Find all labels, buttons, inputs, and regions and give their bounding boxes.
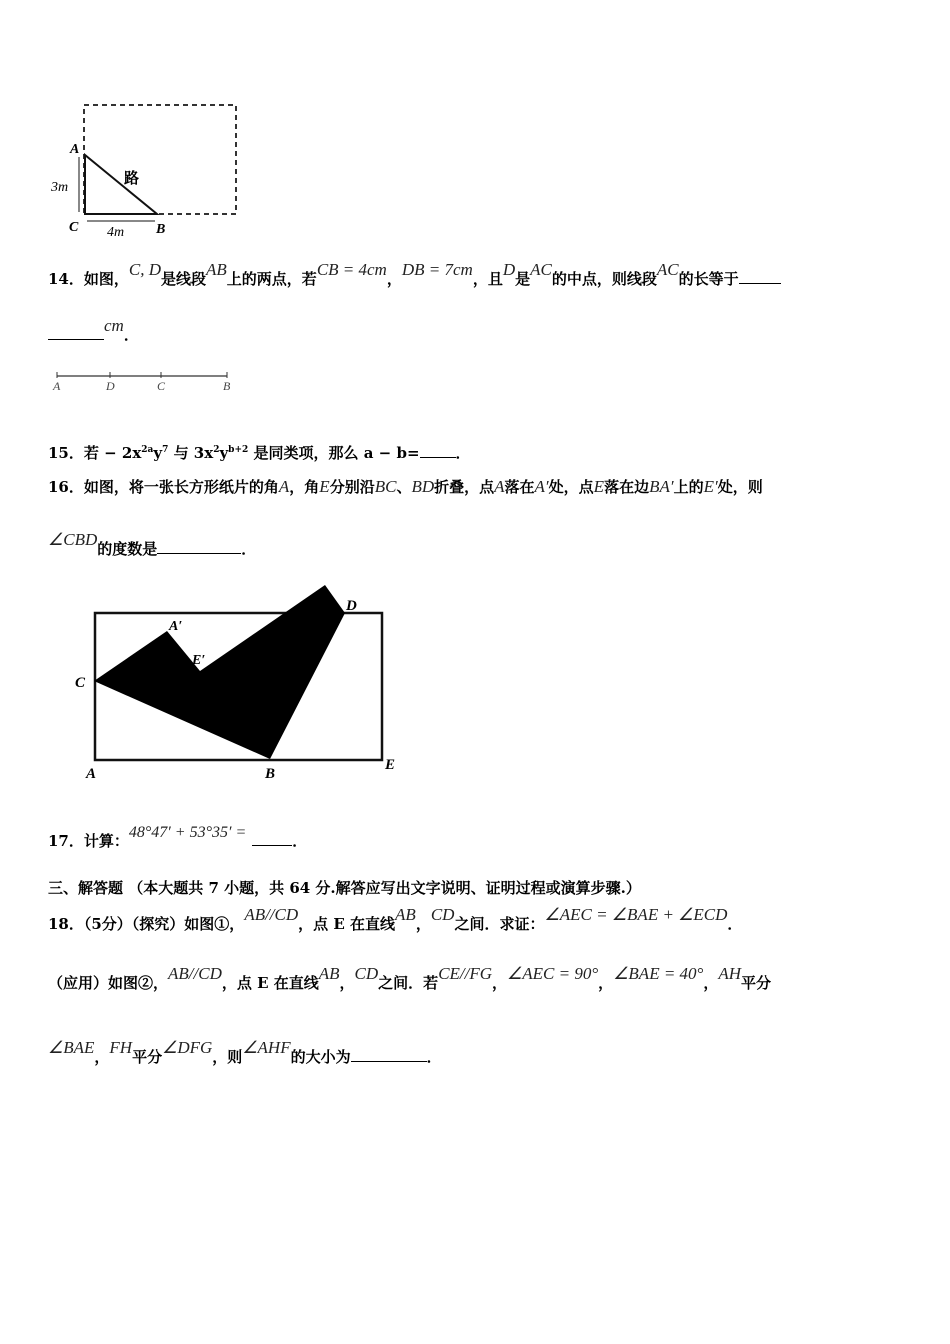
folded-shape (94, 585, 345, 759)
label-C: C (69, 220, 79, 235)
label-A: A (86, 766, 97, 782)
triangle (85, 155, 157, 214)
question-14: 14．如图，C, D是线段AB上的两点，若CB = 4cm，DB = 7cm，且D是AC的中点，则线段AC的长等于 (48, 268, 781, 289)
label-A: A (70, 142, 80, 157)
seg-label-C: C (157, 379, 166, 393)
answer-blank-15[interactable] (420, 443, 456, 458)
dashed-rectangle (84, 105, 236, 214)
seg-label-A: A (53, 379, 61, 393)
answer-blank-18[interactable] (351, 1047, 427, 1062)
label-D: D (346, 598, 357, 614)
label-path: 路 (124, 171, 140, 187)
section-3-title: 三、解答题 （本大题共 7 小题，共 64 分.解答应写出文字说明、证明过程或演算步骤.） (48, 879, 641, 897)
answer-blank-17[interactable] (252, 831, 292, 846)
label-A-prime: A′ (169, 619, 183, 634)
label-E-prime: E′ (192, 653, 206, 668)
question-18-application: （应用）如图②，AB//CD，点 E 在直线AB，CD之间．若CE//FG，∠AEC = 90°，∠BAE = 40°，AH平分 (48, 964, 772, 992)
label-E: E (385, 757, 396, 773)
question-14-cont: cm． (48, 324, 139, 345)
answer-blank-14a[interactable] (739, 269, 781, 284)
figure-right-triangle (40, 95, 250, 245)
question-18-application-cont: ∠BAE，FH平分∠DFG，则∠AHF的大小为 ． (48, 1038, 442, 1066)
question-16-cont: ∠CBD的度数是 ． (48, 530, 257, 558)
label-side-cb: 4m (107, 225, 125, 240)
label-side-ac: 3m (51, 180, 69, 195)
label-B: B (156, 222, 166, 237)
question-17: 17．计算：48°47′ + 53°35′ = ． (48, 824, 308, 850)
question-18: 18．（5分）（探究）如图①，AB//CD，点 E 在直线AB，CD之间．求证：∠AEC = ∠BAE + ∠ECD． (48, 905, 743, 933)
seg-label-B: B (223, 379, 231, 393)
label-B: B (265, 766, 276, 782)
question-16: 16．如图，将一张长方形纸片的角A，角E分别沿BC、BD折叠，点A落在A′处，点E落在边BA′上的E′处，则 (48, 477, 763, 496)
answer-blank-14b[interactable] (48, 325, 104, 340)
figure-folded-rectangle (70, 580, 410, 790)
figure-segment (50, 368, 240, 396)
answer-blank-16[interactable] (157, 539, 241, 554)
seg-label-D: D (106, 379, 115, 393)
question-15: 15．若 − $2x^{2a}y^7$ 与 $3x^2y^{b+2}$ 是同类项，那么 a − b= ． (48, 444, 471, 462)
label-C: C (75, 675, 86, 691)
